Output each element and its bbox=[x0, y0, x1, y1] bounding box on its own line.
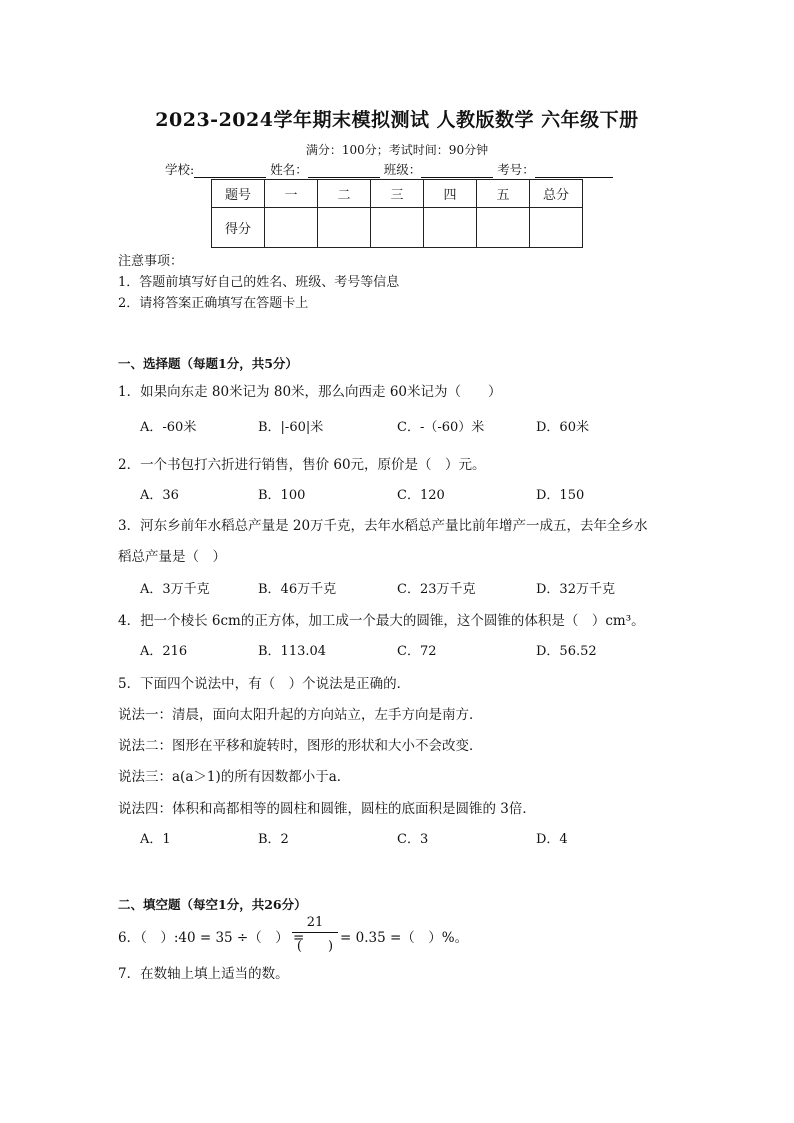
q5-statement-1: 说法一：清晨，面向太阳升起的方向站立，左手方向是南方． bbox=[118, 707, 483, 723]
header-col-1: 一 bbox=[265, 180, 318, 208]
score-table-header-row bbox=[212, 180, 583, 208]
question-6-part2: = 0.35 =（ ）%。 bbox=[340, 930, 469, 946]
section-2-heading: 二、填空题（每空1分，共26分） bbox=[118, 897, 307, 912]
class-blank[interactable] bbox=[421, 163, 493, 178]
score-table-score-row bbox=[212, 208, 583, 248]
q5-option-c[interactable]: C．3 bbox=[397, 832, 429, 847]
q5-statement-3: 说法三：a(a＞1)的所有因数都小于a． bbox=[118, 769, 351, 785]
number-label: 考号： bbox=[497, 162, 535, 177]
exam-title: 2023-2024学年期末模拟测试 人教版数学 六年级下册 bbox=[155, 109, 639, 131]
student-info-line bbox=[165, 160, 613, 178]
section-1-heading: 一、选择题（每题1分，共5分） bbox=[118, 356, 298, 371]
score-table bbox=[211, 179, 583, 248]
q4-option-c[interactable]: C．72 bbox=[397, 644, 437, 659]
q1-option-d[interactable]: D．60米 bbox=[536, 420, 589, 435]
q1-option-a[interactable]: A．-60米 bbox=[140, 420, 197, 435]
q5-statement-2: 说法二：图形在平移和旋转时，图形的形状和大小不会改变． bbox=[118, 738, 483, 754]
q3-option-b[interactable]: B．46万千克 bbox=[258, 582, 337, 597]
header-col-3: 三 bbox=[371, 180, 424, 208]
q4-option-a[interactable]: A．216 bbox=[140, 644, 188, 659]
q5-option-d[interactable]: D．4 bbox=[536, 832, 568, 847]
q2-option-b[interactable]: B．100 bbox=[258, 488, 306, 503]
question-4-stem: 4．把一个棱长 6cm的正方体，加工成一个最大的圆锥，这个圆锥的体积是（ ）cm³。 bbox=[118, 613, 645, 629]
header-col-4: 四 bbox=[424, 180, 477, 208]
name-label: 姓名： bbox=[270, 162, 308, 177]
q4-option-b[interactable]: B．113.04 bbox=[258, 644, 327, 659]
question-2-stem: 2．一个书包打六折进行销售，售价 60元，原价是（ ）元。 bbox=[118, 457, 486, 473]
score-cell-1[interactable] bbox=[265, 208, 318, 248]
header-label-cell: 题号 bbox=[212, 180, 265, 208]
question-3-stem-line1: 3．河东乡前年水稻总产量是 20万千克，去年水稻总产量比前年增产一成五，去年全乡水 bbox=[118, 518, 648, 534]
q5-option-a[interactable]: A．1 bbox=[140, 832, 171, 847]
q2-option-a[interactable]: A．36 bbox=[140, 488, 179, 503]
q1-option-b[interactable]: B．|-60|米 bbox=[258, 420, 324, 435]
q6-fraction-numerator: 21 bbox=[306, 915, 324, 930]
notes-heading: 注意事项： bbox=[118, 254, 184, 269]
school-label: 学校: bbox=[165, 162, 195, 177]
q6-fraction bbox=[292, 915, 338, 954]
q5-statement-4: 说法四：体积和高都相等的圆柱和圆锥，圆柱的底面积是圆锥的 3倍． bbox=[118, 801, 536, 817]
question-7-stem: 7．在数轴上填上适当的数。 bbox=[118, 966, 289, 982]
question-1-stem: 1．如果向东走 80米记为 80米，那么向西走 60米记为（ ） bbox=[118, 384, 502, 400]
header-col-5: 五 bbox=[477, 180, 530, 208]
school-blank[interactable] bbox=[194, 163, 266, 178]
number-blank[interactable] bbox=[535, 163, 613, 178]
score-label-cell: 得分 bbox=[212, 208, 265, 248]
q2-option-d[interactable]: D．150 bbox=[536, 488, 585, 503]
question-5-stem: 5．下面四个说法中，有（ ）个说法是正确的． bbox=[118, 676, 411, 692]
note-item-1: 1．答题前填写好自己的姓名、班级、考号等信息 bbox=[118, 275, 400, 290]
score-cell-total[interactable] bbox=[530, 208, 583, 248]
q2-option-c[interactable]: C．120 bbox=[397, 488, 445, 503]
q1-option-c[interactable]: C．-（-60）米 bbox=[397, 420, 485, 435]
q6-fraction-denominator[interactable]: ( ) bbox=[296, 939, 334, 954]
score-cell-5[interactable] bbox=[477, 208, 530, 248]
q4-option-d[interactable]: D．56.52 bbox=[536, 644, 597, 659]
q5-option-b[interactable]: B．2 bbox=[258, 832, 289, 847]
score-cell-4[interactable] bbox=[424, 208, 477, 248]
q3-option-c[interactable]: C．23万千克 bbox=[397, 582, 476, 597]
question-3-stem-line2: 稻总产量是（ ） bbox=[118, 549, 226, 565]
fraction-bar bbox=[292, 932, 338, 933]
note-item-2: 2．请将答案正确填写在答题卡上 bbox=[118, 296, 309, 311]
name-blank[interactable] bbox=[308, 163, 380, 178]
class-label: 班级： bbox=[383, 162, 422, 177]
exam-subtitle: 满分：100分；考试时间：90分钟 bbox=[305, 143, 489, 157]
score-cell-2[interactable] bbox=[318, 208, 371, 248]
question-6-part1: 6．（ ）:40 = 35 ÷（ ） = bbox=[118, 930, 305, 946]
score-cell-3[interactable] bbox=[371, 208, 424, 248]
q3-option-a[interactable]: A．3万千克 bbox=[140, 582, 210, 597]
header-col-total: 总分 bbox=[530, 180, 583, 208]
header-col-2: 二 bbox=[318, 180, 371, 208]
q3-option-d[interactable]: D．32万千克 bbox=[536, 582, 615, 597]
